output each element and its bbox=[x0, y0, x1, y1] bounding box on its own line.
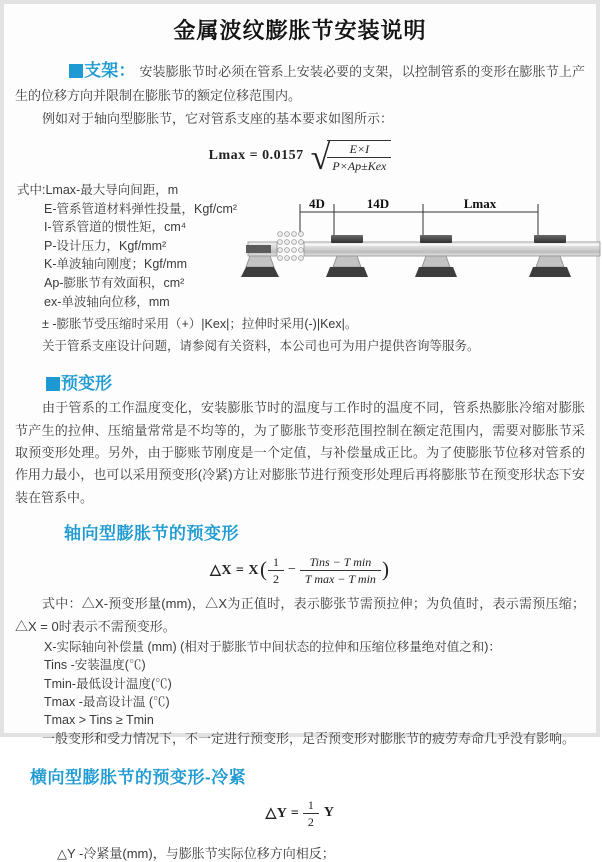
lateral-predeform-heading: 横向型膨胀节的预变形-冷紧 bbox=[30, 768, 247, 788]
formula-lmax bbox=[4, 137, 596, 175]
anchor-clamp bbox=[246, 245, 271, 253]
minus-operator: − bbox=[288, 562, 296, 578]
section-bullet-square bbox=[69, 64, 83, 78]
support-notes bbox=[4, 311, 596, 357]
one-half-fraction bbox=[303, 797, 319, 829]
formula-axial-predeform bbox=[4, 553, 596, 587]
definition-item: Ap-膨胀节有效面积，cm² bbox=[44, 275, 185, 290]
close-paren: ) bbox=[381, 556, 389, 581]
fraction-denominator: 2 bbox=[273, 572, 280, 587]
page-title: 金属波纹膨胀节安装说明 bbox=[173, 18, 427, 43]
formula-lateral-predeform bbox=[4, 797, 596, 829]
formula-lmax-fraction bbox=[327, 140, 391, 173]
dim-label-4d: 4D bbox=[309, 196, 325, 211]
sqrt-symbol: √ bbox=[310, 137, 331, 177]
section-heading-support: 支架： bbox=[84, 61, 136, 80]
fraction-numerator: 1 bbox=[303, 797, 319, 814]
symbol-definitions bbox=[4, 181, 246, 311]
anchor-base bbox=[241, 267, 279, 277]
support-example-text: 例如对于轴向型膨胀节，它对管系支座的基本要求如图所示： bbox=[42, 111, 394, 126]
support-paragraph-text: 安装膨胀节时必须在管系上安装必要的支架，以控制管系的变形在膨胀节上产生的位移方向并限制在膨胀节的额定位移范围内。 bbox=[15, 64, 585, 103]
service-note: 关于管系支座设计问题，请参阅有关资料，本公司也可为用户提供咨询等服务。 bbox=[42, 339, 480, 354]
formula-lmax-denominator: P×Ap±Kex bbox=[332, 158, 387, 173]
definition-item: E-管系管道材料弹性投量，Kgf/cm² bbox=[44, 201, 238, 216]
temperature-fraction bbox=[300, 554, 381, 586]
parameter-item: X-实际轴向补偿量 (mm) (相对于膨胀节中间状态的拉伸和压缩位移量绝对值之和)： bbox=[44, 640, 501, 654]
anchor-pedestal bbox=[246, 256, 274, 267]
axial-formula-legend: 式中：△X-预变形量(mm)，△X为正值时，表示膨张节需预拉伸；为负值时，表示需预压缩；△X = 0时表示不需预变形。 bbox=[15, 596, 585, 634]
fraction-denominator: 2 bbox=[307, 815, 314, 830]
one-half-fraction bbox=[268, 554, 284, 586]
formula-lmax-lhs: Lmax = 0.0157 bbox=[208, 148, 304, 163]
fraction-numerator: 1 bbox=[268, 554, 284, 571]
support-paragraph bbox=[4, 59, 596, 108]
definition-item: ex-单波轴向位移，mm bbox=[44, 294, 170, 309]
section-predeform-header bbox=[4, 369, 596, 394]
definition-item: K-单波轴向刚度；Kgf/mm bbox=[44, 257, 188, 272]
dim-label-lmax: Lmax bbox=[463, 196, 497, 211]
formula-axial-lhs: △X = X bbox=[210, 562, 260, 578]
axial-predeform-heading: 轴向型膨胀节的预变形 bbox=[64, 524, 239, 544]
parameter-item: Tmax > Tins ≥ Tmin bbox=[44, 713, 154, 728]
parameter-item: Tmax -最高设计温 (℃) bbox=[44, 694, 170, 709]
definitions-lead: 式中:Lmax-最大导向间距，m bbox=[17, 183, 179, 197]
predeform-paragraph: 由于管系的工作温度变化，安装膨胀节时的温度与工作时的温度不同，管系热膨胀冷缩对膨胀节产生的拉伸、压缩量常常是不均等的，为了膨胀节变形范围控制在额定范围内，需要对膨胀节采取预变形处理。另外，由于膨账节刚度是一个定值，与补偿量成正比。为了使膨胀节位移对管系的作用力最小，也可以采用预变形(冷紧)方让对膨胀节进行预变形处理后再将膨胀节在预变形状态下安装在管系中。 bbox=[15, 400, 585, 505]
formula-lateral-lhs: △Y = bbox=[265, 805, 300, 821]
section-heading-predeform: 预变形 bbox=[61, 374, 112, 394]
pipe-support-diagram bbox=[246, 196, 602, 292]
axial-parameter-list bbox=[4, 638, 596, 729]
open-paren: ( bbox=[260, 556, 268, 581]
formula-lmax-numerator: E×I bbox=[327, 141, 391, 158]
fraction-denominator: T max − T min bbox=[304, 572, 376, 587]
lateral-note: △Y -冷紧量(mm)，与膨胀节实际位移方向相反； bbox=[57, 846, 335, 862]
bellows-coils bbox=[278, 232, 304, 261]
plus-minus-note: ± -膨胀节受压缩时采用（+）|Kex|；拉伸时采用(-)|Kex|。 bbox=[42, 317, 358, 332]
parameter-item: Tins -安装温度(℃) bbox=[44, 658, 146, 673]
definition-item: P-设计压力，Kgf/mm² bbox=[44, 238, 167, 253]
main-pipe bbox=[304, 242, 600, 256]
parameter-item: Tmin-最低设计温度(℃) bbox=[44, 676, 172, 691]
formula-lateral-rhs: Y bbox=[323, 805, 335, 821]
fraction-numerator: Tins − T min bbox=[300, 554, 381, 571]
section-bullet-square bbox=[46, 377, 60, 391]
definition-item: I-管系管道的惯性矩，cm⁴ bbox=[44, 220, 187, 235]
axial-note: 一般变形和受力情况下，不一定进行预变形，足否预变形对膨胀节的疲劳寿命几乎没有影响。 bbox=[42, 731, 576, 747]
dim-label-14d: 14D bbox=[366, 196, 390, 211]
